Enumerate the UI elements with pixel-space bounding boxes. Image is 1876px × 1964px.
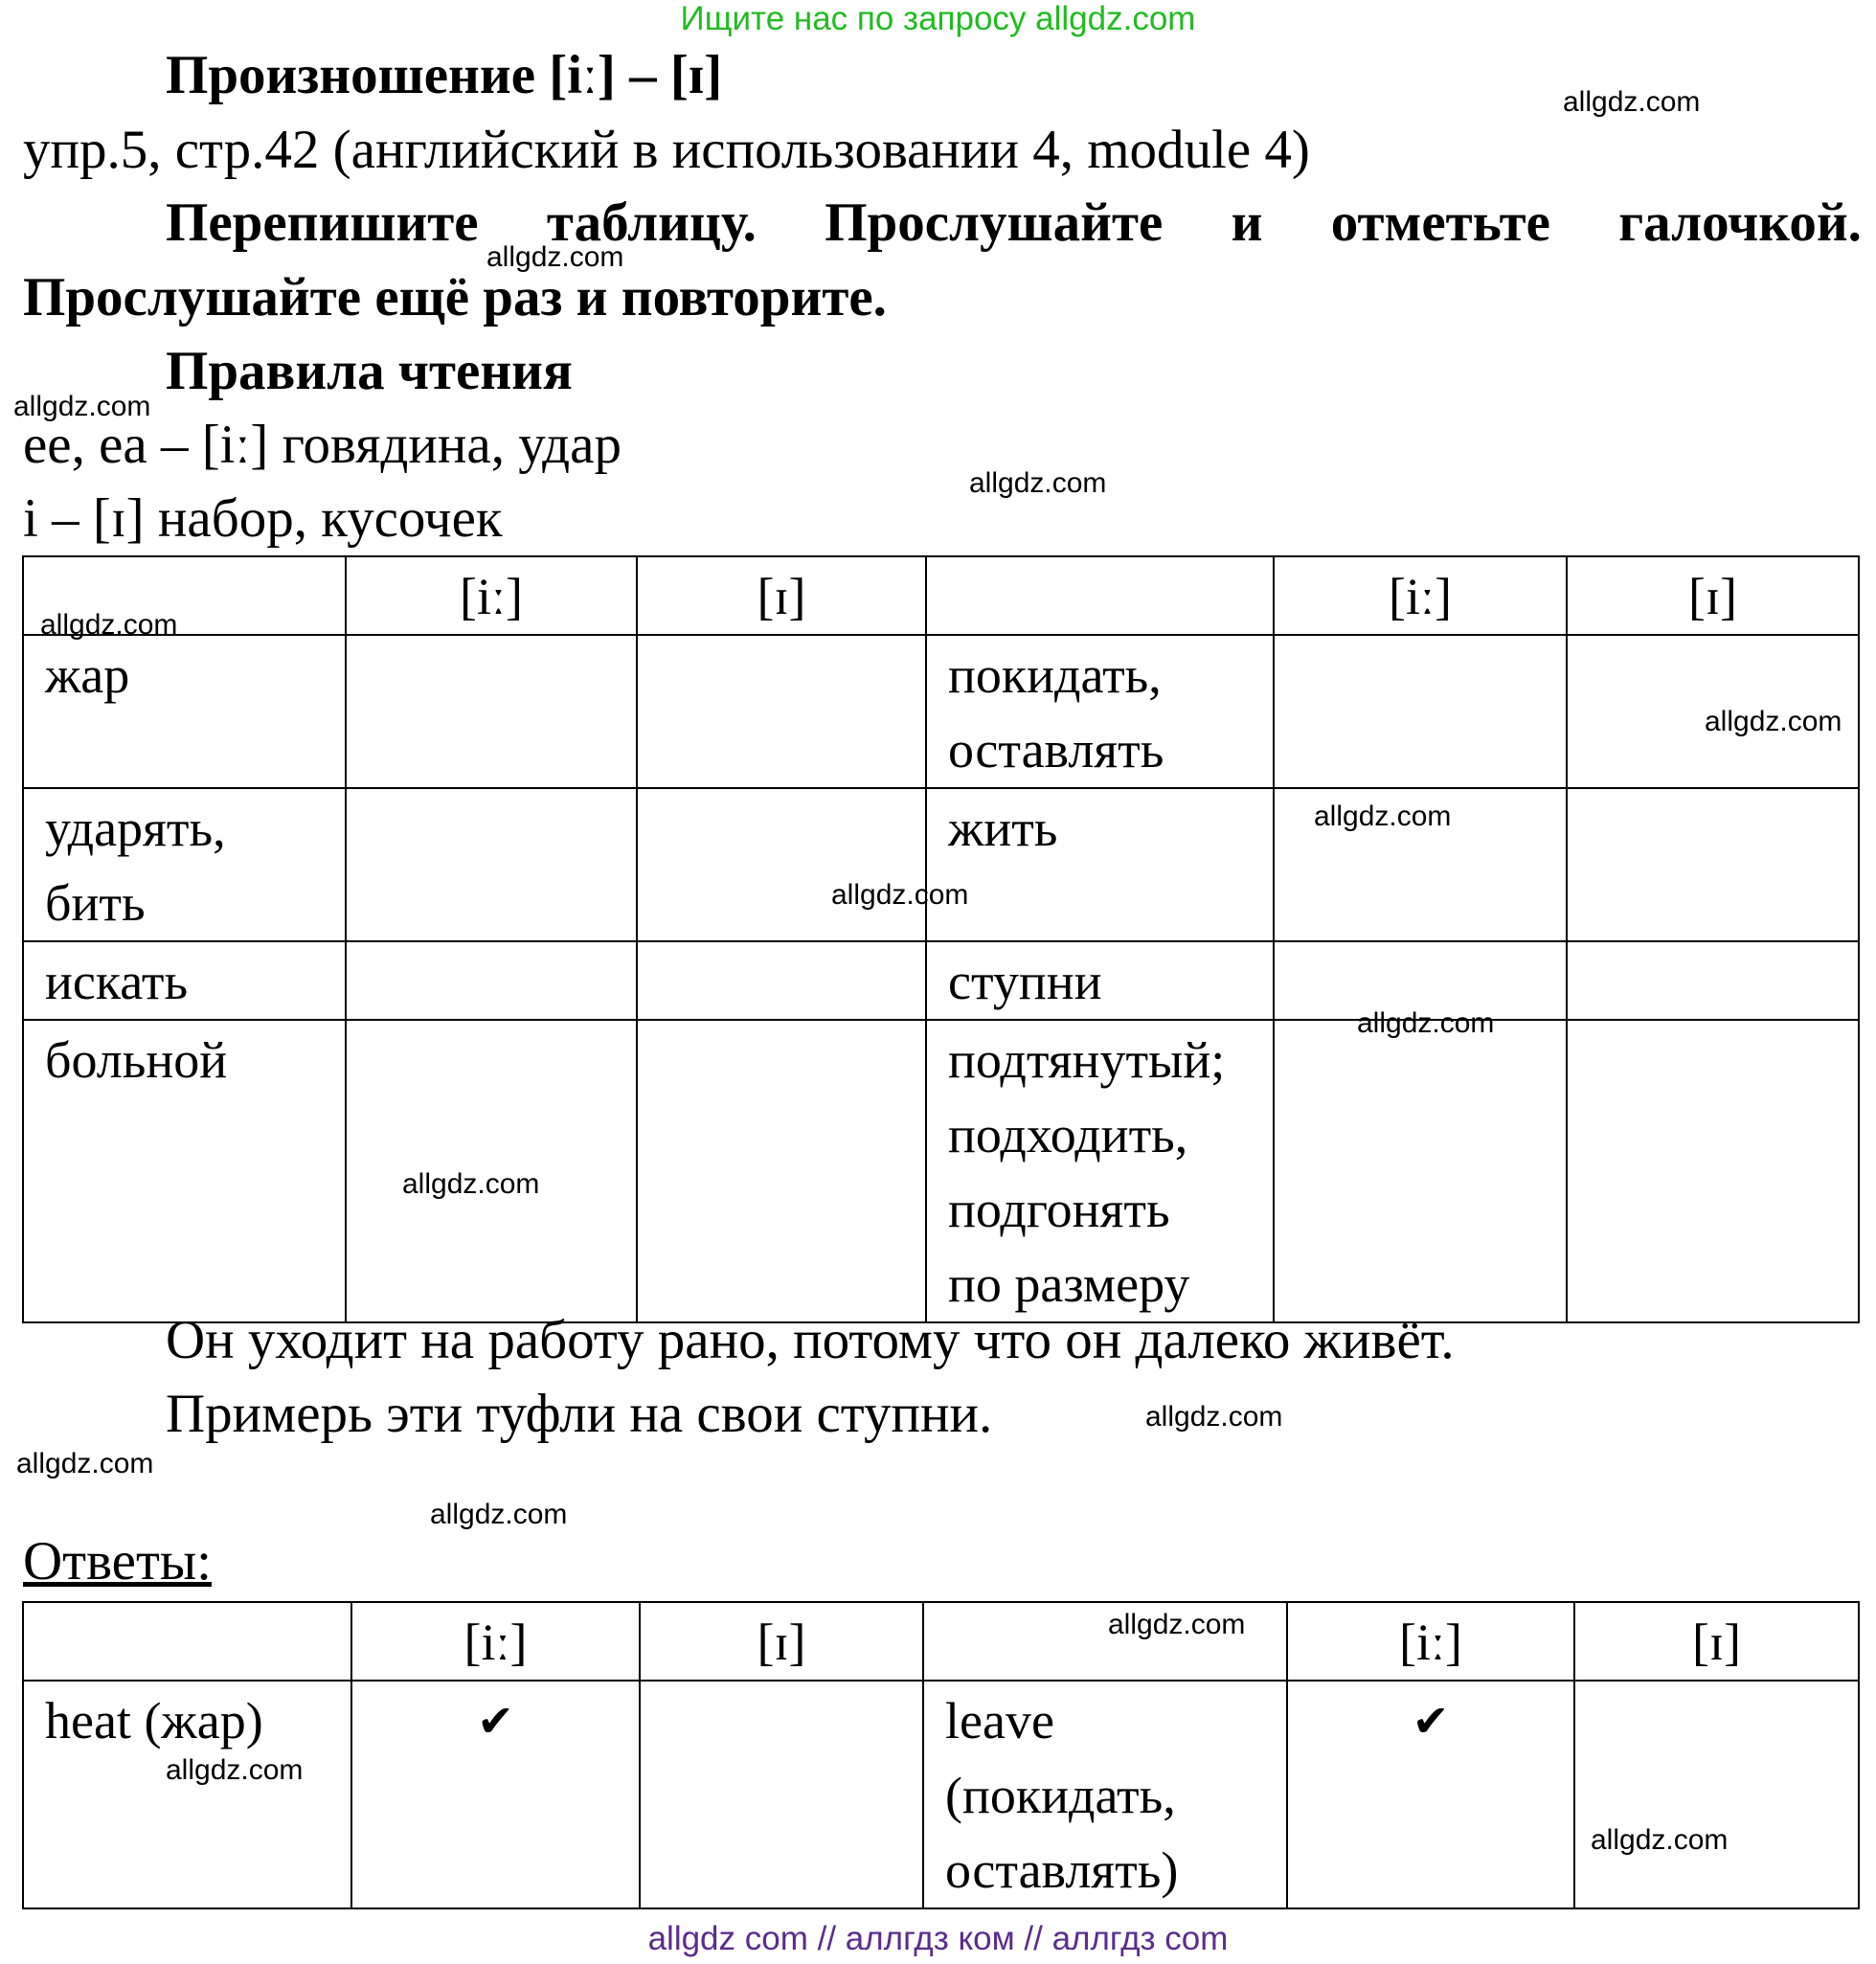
header-cell-short-i: [ɪ]	[1567, 556, 1859, 635]
rule-ee-ea: ee, ea – [iː] говядина, удар	[23, 415, 622, 475]
watermark: allgdz.com	[13, 391, 151, 422]
instruction-line-1	[23, 192, 1862, 254]
table-header-row	[23, 556, 1859, 635]
word-line: оставлять	[948, 721, 1164, 779]
table-row	[23, 788, 1859, 941]
table-row	[23, 941, 1859, 1020]
header-cell-short-i: [ɪ]	[640, 1602, 923, 1681]
check-cell	[1274, 635, 1567, 788]
header-cell	[926, 556, 1274, 635]
table-row	[23, 1020, 1859, 1322]
word-cell: жить	[926, 788, 1274, 941]
watermark: allgdz.com	[1314, 801, 1452, 832]
check-cell	[346, 635, 637, 788]
check-cell-short-i	[640, 1681, 923, 1908]
instruction-line-2: Прослушайте ещё раз и повторите.	[23, 267, 887, 327]
word-cell: heat (жар)	[23, 1681, 351, 1908]
exercise-subtitle: упр.5, стр.42 (английский в использовании 4, module 4)	[23, 120, 1310, 180]
example-sentence-1: Он уходит на работу рано, потому что он далеко живёт.	[166, 1310, 1455, 1370]
word-cell: больной	[23, 1020, 346, 1322]
header-cell-long-i: [iː]	[1274, 556, 1567, 635]
answers-header-row	[23, 1602, 1859, 1681]
check-cell	[1567, 788, 1859, 941]
check-cell	[1274, 1020, 1567, 1322]
page-title: Произношение [iː] – [ɪ]	[166, 45, 723, 105]
watermark: allgdz.com	[40, 609, 178, 641]
header-cell-long-i: [iː]	[1287, 1602, 1574, 1681]
check-cell	[637, 635, 926, 788]
check-cell	[346, 941, 637, 1020]
word-cell	[926, 1020, 1274, 1322]
example-sentence-2: Примерь эти туфли на свои ступни.	[166, 1384, 993, 1444]
check-cell	[1567, 1020, 1859, 1322]
check-cell	[1567, 941, 1859, 1020]
watermark: allgdz.com	[1108, 1609, 1246, 1640]
word-line: подходить,	[948, 1106, 1188, 1163]
word-line: leave	[945, 1692, 1054, 1750]
word-line: оставлять)	[945, 1841, 1179, 1899]
check-cell-long-i	[351, 1681, 640, 1908]
watermark: allgdz.com	[402, 1168, 540, 1200]
checkmark-icon: ✔	[477, 1695, 514, 1747]
answers-row	[23, 1681, 1859, 1908]
watermark: allgdz.com	[16, 1448, 154, 1479]
watermark: allgdz.com	[1705, 706, 1842, 737]
word-line: по размеру	[948, 1255, 1190, 1313]
promo-banner-bottom: allgdz com // аллгдз ком // аллгдз com	[647, 1920, 1229, 1957]
watermark: allgdz.com	[166, 1754, 304, 1786]
watermark: allgdz.com	[430, 1499, 568, 1530]
word-cell: жар	[23, 635, 346, 788]
instruction-word: галочкой.	[1618, 192, 1862, 253]
word-cell	[923, 1681, 1287, 1908]
header-cell-long-i: [iː]	[346, 556, 637, 635]
word-cell	[926, 635, 1274, 788]
word-line: бить	[45, 874, 146, 932]
word-line: подтянутый;	[948, 1031, 1226, 1089]
header-cell	[23, 1602, 351, 1681]
instruction-word: Перепишите	[166, 192, 479, 253]
instruction-word: Прослушайте	[825, 192, 1164, 253]
check-cell	[637, 1020, 926, 1322]
check-cell	[637, 788, 926, 941]
check-cell-short-i	[1574, 1681, 1859, 1908]
check-cell	[637, 941, 926, 1020]
answers-heading: Ответы:	[23, 1531, 212, 1592]
promo-banner-top: Ищите нас по запросу allgdz.com	[680, 0, 1196, 37]
instruction-word: отметьте	[1330, 192, 1550, 253]
watermark: allgdz.com	[1357, 1007, 1495, 1039]
watermark: allgdz.com	[831, 879, 969, 911]
task-table	[22, 555, 1860, 1323]
table-row	[23, 635, 1859, 788]
word-cell: искать	[23, 941, 346, 1020]
word-line: покидать,	[948, 646, 1162, 704]
watermark: allgdz.com	[1591, 1824, 1729, 1856]
watermark: allgdz.com	[1563, 86, 1701, 118]
word-cell: ступни	[926, 941, 1274, 1020]
word-line: (покидать,	[945, 1767, 1176, 1824]
rules-heading: Правила чтения	[166, 341, 573, 401]
rule-i: i – [ɪ] набор, кусочек	[23, 488, 503, 549]
instruction-word: и	[1231, 192, 1263, 253]
word-line: ударять,	[45, 800, 226, 857]
header-cell-short-i: [ɪ]	[1574, 1602, 1859, 1681]
watermark: allgdz.com	[969, 467, 1107, 499]
instruction-word: таблицу.	[546, 192, 757, 253]
watermark: allgdz.com	[486, 241, 624, 273]
word-cell	[23, 788, 346, 941]
check-cell	[346, 788, 637, 941]
check-cell-long-i	[1287, 1681, 1574, 1908]
watermark: allgdz.com	[1145, 1401, 1283, 1433]
word-line: подгонять	[948, 1181, 1170, 1238]
checkmark-icon: ✔	[1412, 1695, 1450, 1747]
header-cell-long-i: [iː]	[351, 1602, 640, 1681]
header-cell-short-i: [ɪ]	[637, 556, 926, 635]
